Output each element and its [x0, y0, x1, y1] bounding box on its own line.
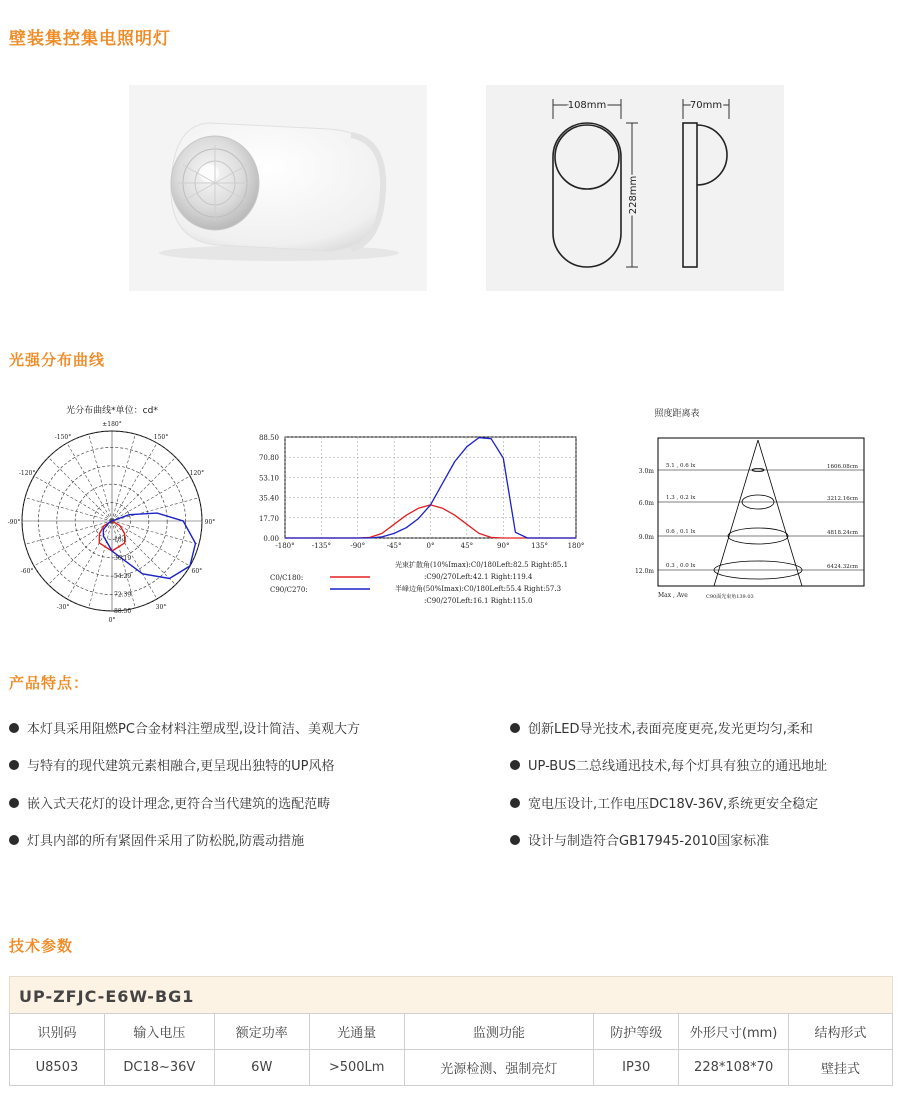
illum-diameter: 1606.08cm [826, 464, 858, 470]
polar-chart [0, 395, 225, 624]
feature-item [510, 793, 818, 812]
bullet-icon [510, 760, 520, 770]
feature-item [510, 830, 769, 849]
curve-legend-label: C0/C180: [270, 574, 304, 582]
polar-angle-label: 60° [191, 568, 203, 575]
bullet-icon [510, 835, 520, 845]
illum-lux: 0.3 , 0.0 lx [666, 563, 696, 569]
illum-diameter: 3212.16cm [826, 496, 858, 502]
illum-distance: 3.0m [638, 468, 654, 475]
illum-footer-left: Max , Ave [658, 592, 688, 599]
section-features: 产品特点： [9, 674, 90, 692]
polar-radial-label: 72.39 [114, 591, 132, 599]
spec-header-cell: 防护等级 [594, 1014, 679, 1050]
polar-angle-label: -30° [56, 603, 70, 611]
spec-header-cell: 结构形式 [789, 1014, 893, 1050]
polar-angle-label: 90° [204, 519, 216, 526]
section-light-distribution: 光强分布曲线 [9, 351, 106, 369]
bullet-icon [510, 723, 520, 733]
curve-y-tick: 70.80 [258, 454, 279, 463]
illum-footer-right: C90面光束角139.03 [706, 594, 754, 600]
curve-x-tick: -180° [275, 542, 295, 550]
depth-dimension-label: 70mm [689, 100, 723, 111]
spec-value-cell: >500Lm [309, 1050, 404, 1086]
curve-y-tick: 0.00 [263, 535, 279, 543]
illum-distance: 9.0m [638, 534, 654, 541]
curve-note: :C90/270Left:42.1 Right:119.4 [424, 573, 533, 581]
feature-text: 创新LED导光技术,表面亮度更亮,发光更均匀,柔和 [528, 722, 813, 737]
polar-angle-label: 150° [153, 434, 169, 442]
polar-radial-label: 54.29 [114, 573, 132, 581]
height-dimension-label: 228mm [628, 175, 639, 215]
polar-spoke [34, 476, 112, 521]
polar-chart-title: 光分布曲线*单位：cd* [66, 406, 158, 416]
model-name: UP-ZFJC-E6W-BG1 [19, 987, 195, 1006]
curve-x-tick: 90° [497, 542, 510, 550]
feature-text: 灯具内部的所有紧固件采用了防松脱,防震动措施 [27, 834, 305, 849]
curve-x-tick: 0° [426, 542, 435, 550]
model-bar [9, 976, 893, 1013]
illum-lux: 5.1 , 0.6 lx [666, 463, 696, 469]
curve-y-tick: 17.70 [258, 514, 279, 523]
feature-item [9, 718, 360, 737]
feature-text: 嵌入式天花灯的设计理念,更符合当代建筑的选配范畴 [27, 797, 331, 812]
spec-table [9, 1013, 893, 1086]
curve-y-tick: 53.10 [258, 474, 279, 483]
illum-diameter: 6424.32cm [826, 564, 858, 570]
curve-y-tick: 35.40 [258, 494, 279, 503]
illum-lux: 0.6 , 0.1 lx [666, 529, 696, 535]
polar-angle-label: ±180° [102, 421, 122, 428]
illum-distance: 6.0m [638, 500, 654, 507]
feature-text: UP-BUS二总线通迅技术,每个灯具有独立的通迅地址 [528, 759, 828, 774]
polar-angle-label: -90° [7, 519, 21, 526]
spec-value-cell: IP30 [594, 1050, 679, 1086]
polar-spoke [112, 434, 135, 521]
spec-header-cell: 额定功率 [214, 1014, 309, 1050]
curve-x-tick: 135° [531, 542, 549, 550]
spec-value-cell: DC18~36V [104, 1050, 214, 1086]
polar-angle-label: -60° [20, 568, 34, 575]
polar-spoke [112, 476, 190, 521]
curve-note: 光束扩散角(10%Imax):C0/180Left:82.5 Right:85.1 [395, 561, 569, 569]
product-photo [129, 85, 427, 291]
spec-value-cell: 6W [214, 1050, 309, 1086]
curve-y-tick: 88.50 [258, 434, 279, 442]
spec-header-row [10, 1014, 893, 1050]
polar-spoke [67, 443, 112, 521]
spec-value-cell: U8503 [10, 1050, 105, 1086]
section-specs: 技术参数 [9, 937, 74, 955]
polar-spoke [25, 498, 112, 521]
spec-header-cell: 外形尺寸(mm) [679, 1014, 789, 1050]
feature-text: 设计与制造符合GB17945-2010国家标准 [528, 834, 770, 849]
bullet-icon [9, 798, 19, 808]
spec-header-cell: 输入电压 [104, 1014, 214, 1050]
curve-chart [248, 425, 593, 620]
illum-diameter: 4818.24cm [826, 530, 858, 536]
polar-angle-label: -150° [54, 434, 72, 442]
illum-distance: 12.0m [634, 568, 654, 575]
bullet-icon [9, 760, 19, 770]
feature-item [9, 793, 330, 812]
polar-radial-label: 18.1 [114, 536, 128, 544]
polar-angle-label: -120° [18, 470, 36, 477]
polar-spoke [67, 521, 112, 599]
feature-text: 宽电压设计,工作电压DC18V-36V,系统更安全稳定 [528, 797, 819, 812]
curve-note: 半峰边角(50%Imax):C0/180Left:55.4 Right:57.3 [395, 585, 562, 593]
curve-x-tick: 45° [460, 542, 474, 550]
spec-header-cell: 监测功能 [404, 1014, 594, 1050]
feature-text: 本灯具采用阻燃PC合金材料注塑成型,设计简洁、美观大方 [27, 722, 361, 737]
polar-radial-label: 36.19 [114, 554, 132, 562]
illum-lux: 1.3 , 0.2 lx [666, 495, 696, 501]
spec-header-cell: 识别码 [10, 1014, 105, 1050]
illuminance-title: 照度距离表 [654, 409, 700, 419]
curve-x-tick: -90° [350, 542, 366, 550]
polar-spoke [89, 434, 112, 521]
curve-x-tick: -135° [311, 542, 331, 550]
feature-item [9, 755, 335, 774]
spec-header-cell: 光通量 [309, 1014, 404, 1050]
feature-item [9, 830, 304, 849]
spec-value-cell: 光源检测、强制亮灯 [404, 1050, 594, 1086]
dimension-drawing [486, 85, 784, 291]
bullet-icon [510, 798, 520, 808]
spec-value-cell: 壁挂式 [789, 1050, 893, 1086]
product-photo-illustration [129, 85, 427, 291]
polar-angle-label: 0° [108, 617, 116, 624]
width-dimension-label: 108mm [567, 100, 607, 111]
illuminance-chart [620, 400, 880, 610]
curve-x-tick: -45° [386, 542, 402, 550]
spec-value-cell: 228*108*70 [679, 1050, 789, 1086]
polar-radial-label: 88.50 [114, 608, 132, 615]
polar-angle-label: 30° [155, 603, 167, 611]
curve-legend-label: C90/C270: [270, 586, 308, 594]
feature-text: 与特有的现代建筑元素相融合,更呈现出独特的UP风格 [27, 759, 335, 774]
polar-angle-label: 120° [189, 470, 205, 477]
curve-x-tick: 180° [567, 542, 585, 550]
spec-value-row [10, 1050, 893, 1086]
polar-spoke [112, 443, 157, 521]
feature-item [510, 718, 813, 737]
dimension-drawing-svg [486, 85, 784, 291]
polar-spoke [112, 498, 199, 521]
feature-item [510, 755, 827, 774]
bullet-icon [9, 835, 19, 845]
product-title: 壁装集控集电照明灯 [9, 29, 171, 49]
polar-spoke [89, 521, 112, 608]
curve-note: :C90/270Left:16.1 Right:115.0 [424, 597, 533, 605]
bullet-icon [9, 723, 19, 733]
